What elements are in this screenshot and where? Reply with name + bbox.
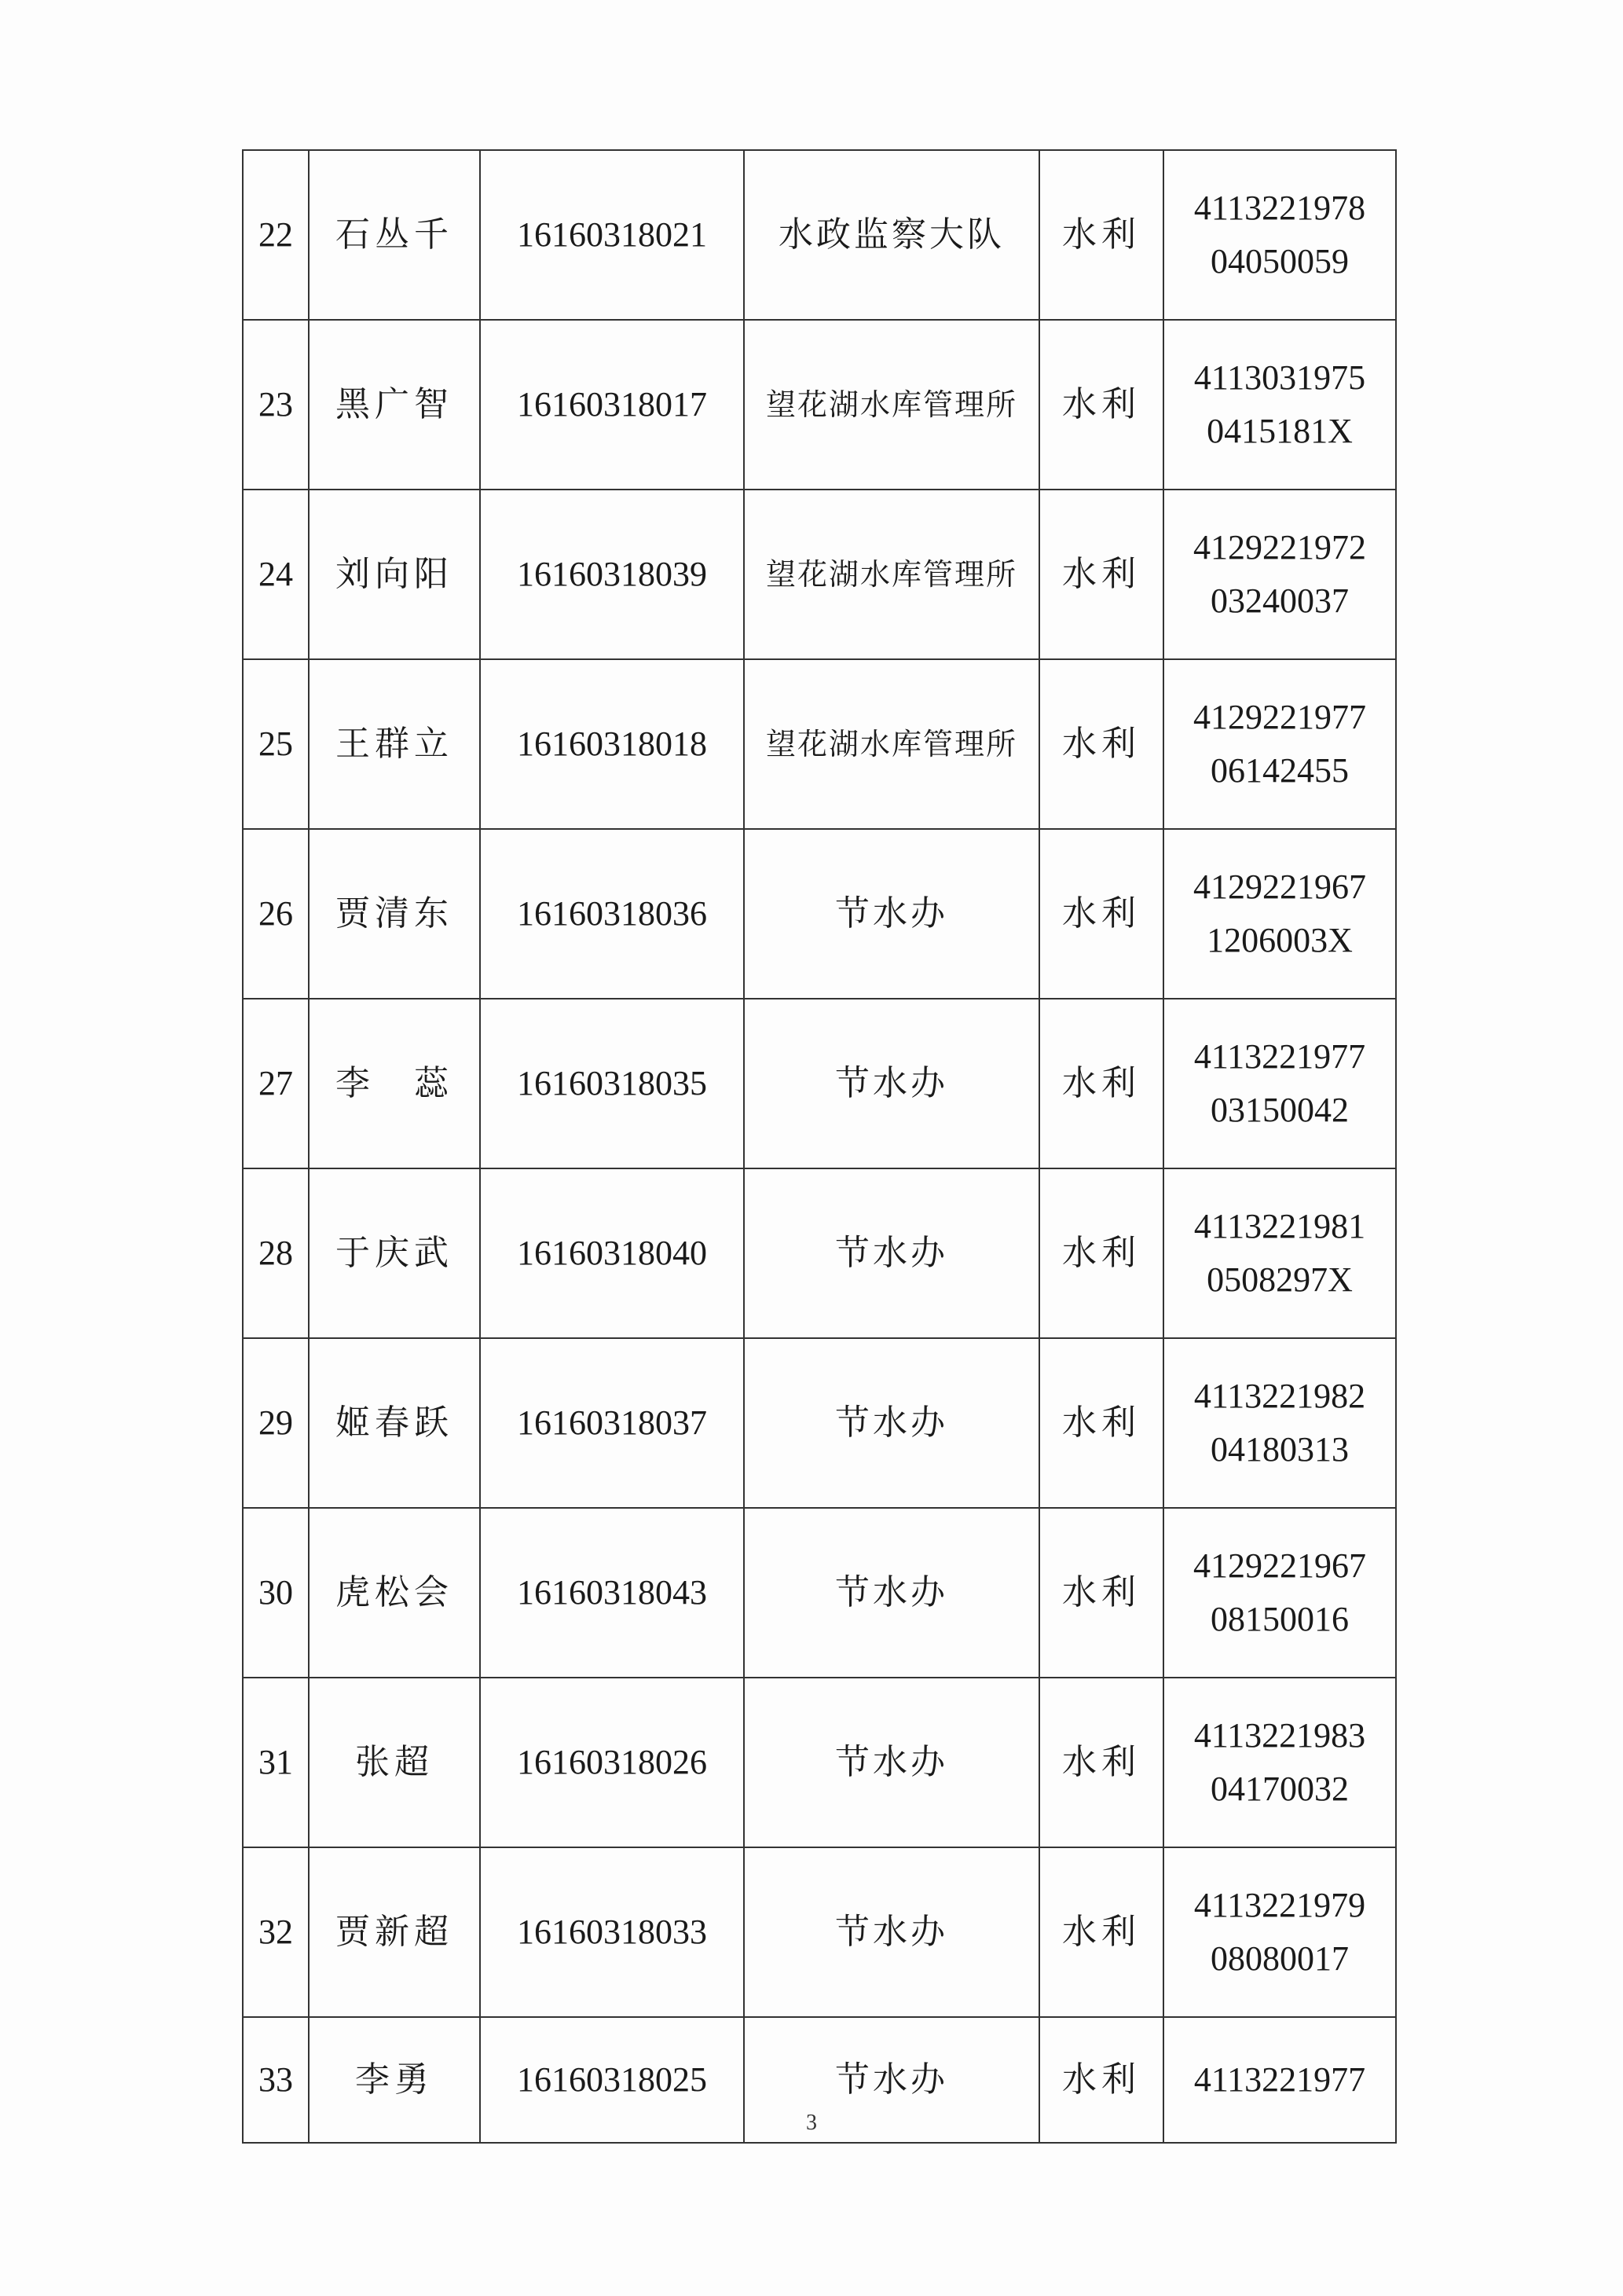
major-cell: 水利 xyxy=(1039,1508,1163,1678)
name-cell: 张超 xyxy=(309,1678,480,1847)
major-cell: 水利 xyxy=(1039,1168,1163,1338)
row-number-cell: 25 xyxy=(243,659,309,829)
row-number-cell: 24 xyxy=(243,490,309,659)
id-number-line-2: 1206003X xyxy=(1207,921,1353,959)
id-number-line-1: 4129221967 xyxy=(1193,1546,1366,1585)
row-number-cell: 30 xyxy=(243,1508,309,1678)
table-row xyxy=(243,1678,1396,1847)
table-row xyxy=(243,490,1396,659)
exam-number-cell: 16160318033 xyxy=(480,1847,744,2017)
id-number-cell xyxy=(1163,1847,1396,2017)
major-cell: 水利 xyxy=(1039,659,1163,829)
table-row xyxy=(243,999,1396,1168)
unit-cell: 望花湖水库管理所 xyxy=(744,659,1039,829)
id-number-cell xyxy=(1163,659,1396,829)
unit-cell: 望花湖水库管理所 xyxy=(744,490,1039,659)
id-number-cell xyxy=(1163,320,1396,490)
name-cell: 姬春跃 xyxy=(309,1338,480,1508)
id-number-line-2: 0415181X xyxy=(1207,412,1353,450)
exam-number-cell: 16160318018 xyxy=(480,659,744,829)
id-number-cell xyxy=(1163,1508,1396,1678)
row-number-cell: 33 xyxy=(243,2017,309,2143)
row-number-cell: 23 xyxy=(243,320,309,490)
table-row xyxy=(243,1508,1396,1678)
id-number-cell xyxy=(1163,1168,1396,1338)
id-number-line-1: 4113221979 xyxy=(1193,1885,1366,1924)
exam-number-cell: 16160318035 xyxy=(480,999,744,1168)
table-row xyxy=(243,829,1396,999)
id-number-line-1: 4129221967 xyxy=(1193,867,1366,906)
unit-cell: 节水办 xyxy=(744,829,1039,999)
id-number-line-2: 03150042 xyxy=(1211,1091,1349,1129)
major-cell: 水利 xyxy=(1039,2017,1163,2143)
major-cell: 水利 xyxy=(1039,1847,1163,2017)
id-number-cell xyxy=(1163,490,1396,659)
name-cell: 李 蕊 xyxy=(309,999,480,1168)
page-number: 3 xyxy=(806,2111,817,2135)
id-number-line-2: 0508297X xyxy=(1207,1260,1353,1299)
row-number-cell: 28 xyxy=(243,1168,309,1338)
exam-number-cell: 16160318039 xyxy=(480,490,744,659)
exam-number-cell: 16160318036 xyxy=(480,829,744,999)
id-number-cell xyxy=(1163,150,1396,320)
exam-number-cell: 16160318037 xyxy=(480,1338,744,1508)
personnel-table xyxy=(242,149,1397,2144)
name-cell: 贾清东 xyxy=(309,829,480,999)
id-number-cell xyxy=(1163,1678,1396,1847)
id-number-line-2: 03240037 xyxy=(1211,581,1349,620)
major-cell: 水利 xyxy=(1039,999,1163,1168)
name-cell: 刘向阳 xyxy=(309,490,480,659)
major-cell: 水利 xyxy=(1039,1678,1163,1847)
name-cell: 于庆武 xyxy=(309,1168,480,1338)
id-number-line-2: 06142455 xyxy=(1211,751,1349,790)
row-number-cell: 26 xyxy=(243,829,309,999)
id-number-line-1: 4129221977 xyxy=(1193,697,1366,736)
exam-number-cell: 16160318025 xyxy=(480,2017,744,2143)
major-cell: 水利 xyxy=(1039,150,1163,320)
unit-cell: 水政监察大队 xyxy=(744,150,1039,320)
id-number-line-2: 04180313 xyxy=(1211,1430,1349,1469)
table-row xyxy=(243,150,1396,320)
major-cell: 水利 xyxy=(1039,490,1163,659)
row-number-cell: 29 xyxy=(243,1338,309,1508)
id-number-cell xyxy=(1163,999,1396,1168)
id-number-line-2: 08080017 xyxy=(1211,1939,1349,1978)
row-number-cell: 27 xyxy=(243,999,309,1168)
table-row xyxy=(243,1338,1396,1508)
name-cell: 王群立 xyxy=(309,659,480,829)
id-number-line-1: 4113221983 xyxy=(1193,1715,1366,1755)
id-number-line-1: 4113221978 xyxy=(1193,188,1366,227)
row-number-cell: 31 xyxy=(243,1678,309,1847)
id-number-cell xyxy=(1163,829,1396,999)
unit-cell: 节水办 xyxy=(744,2017,1039,2143)
unit-cell: 节水办 xyxy=(744,1508,1039,1678)
id-number-line-1: 4113221977 xyxy=(1193,2059,1366,2099)
exam-number-cell: 16160318021 xyxy=(480,150,744,320)
name-cell: 石丛千 xyxy=(309,150,480,320)
id-number-line-1: 4113221977 xyxy=(1193,1036,1366,1076)
unit-cell: 节水办 xyxy=(744,1168,1039,1338)
id-number-line-1: 4113221981 xyxy=(1193,1206,1366,1245)
unit-cell: 节水办 xyxy=(744,1338,1039,1508)
name-cell: 李勇 xyxy=(309,2017,480,2143)
unit-cell: 望花湖水库管理所 xyxy=(744,320,1039,490)
row-number-cell: 22 xyxy=(243,150,309,320)
exam-number-cell: 16160318043 xyxy=(480,1508,744,1678)
name-cell: 虎松会 xyxy=(309,1508,480,1678)
id-number-cell xyxy=(1163,1338,1396,1508)
table-row xyxy=(243,1168,1396,1338)
id-number-line-2: 08150016 xyxy=(1211,1600,1349,1638)
major-cell: 水利 xyxy=(1039,1338,1163,1508)
exam-number-cell: 16160318040 xyxy=(480,1168,744,1338)
table-row xyxy=(243,320,1396,490)
exam-number-cell: 16160318017 xyxy=(480,320,744,490)
id-number-line-1: 4113221982 xyxy=(1193,1376,1366,1415)
id-number-line-1: 4129221972 xyxy=(1193,527,1366,567)
id-number-line-2: 04050059 xyxy=(1211,242,1349,281)
id-number-line-2: 04170032 xyxy=(1211,1770,1349,1808)
unit-cell: 节水办 xyxy=(744,1847,1039,2017)
name-cell: 贾新超 xyxy=(309,1847,480,2017)
table-row xyxy=(243,659,1396,829)
personnel-table-body xyxy=(243,150,1396,2143)
table-row xyxy=(243,1847,1396,2017)
unit-cell: 节水办 xyxy=(744,999,1039,1168)
row-number-cell: 32 xyxy=(243,1847,309,2017)
exam-number-cell: 16160318026 xyxy=(480,1678,744,1847)
name-cell: 黑广智 xyxy=(309,320,480,490)
id-number-line-1: 4113031975 xyxy=(1193,358,1366,397)
major-cell: 水利 xyxy=(1039,320,1163,490)
major-cell: 水利 xyxy=(1039,829,1163,999)
unit-cell: 节水办 xyxy=(744,1678,1039,1847)
